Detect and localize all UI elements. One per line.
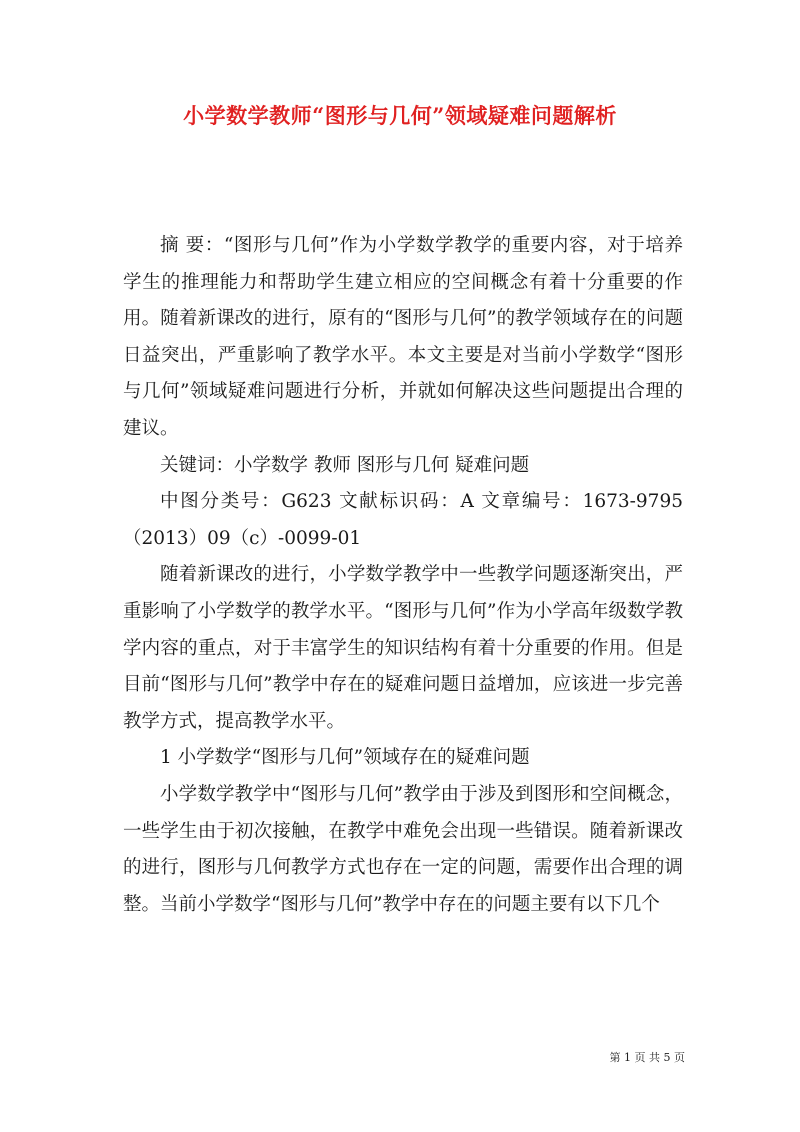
document-title: 小学数学教师“图形与几何”领域疑难问题解析 bbox=[183, 103, 617, 128]
document-body bbox=[123, 228, 683, 923]
classification-paragraph: 中图分类号：G623 文献标识码：A 文章编号：1673-9795（2013）09（c）-0099-01 bbox=[123, 491, 683, 549]
intro-paragraph: 随着新课改的进行，小学数学教学中一些教学问题逐渐突出，严重影响了小学数学的教学水平。“图形与几何”作为小学高年级数学教学内容的重点，对于丰富学生的知识结构有着十分重要的作用。但是目前“图形与几何”教学中存在的疑难问题日益增加，应该进一步完善教学方式，提高教学水平。 bbox=[123, 564, 683, 732]
keywords-paragraph: 关键词：小学数学 教师 图形与几何 疑难问题 bbox=[160, 454, 530, 476]
section-paragraph: 小学数学教学中“图形与几何”教学由于涉及到图形和空间概念，一些学生由于初次接触，在教学中难免会出现一些错误。随着新课改的进行，图形与几何教学方式也存在一定的问题，需要作出合理的调整。当前小学数学“图形与几何”教学中存在的问题主要有以下几个 bbox=[123, 783, 683, 915]
section-heading: 1 小学数学“图形与几何”领域存在的疑难问题 bbox=[160, 747, 530, 769]
page-footer: 第 1 页 共 5 页 bbox=[609, 1051, 685, 1064]
abstract-paragraph: 摘 要：“图形与几何”作为小学数学教学的重要内容，对于培养学生的推理能力和帮助学生建立相应的空间概念有着十分重要的作用。随着新课改的进行，原有的“图形与几何”的教学领域存在的问题日益突出，严重影响了教学水平。本文主要是对当前小学数学“图形与几何”领域疑难问题进行分析，并就如何解决这些问题提出合理的建议。 bbox=[123, 235, 683, 439]
